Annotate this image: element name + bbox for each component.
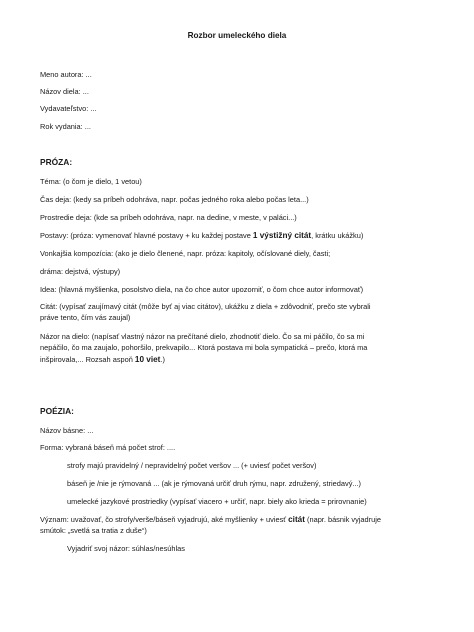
prose-idea: Idea: (hlavná myšlienka, posolstvo diela, na čo chce autor upozorniť, o čom chce autor informovať) <box>40 285 364 294</box>
prose-characters <box>40 231 363 240</box>
prose-theme: Téma: (o čom je dielo, 1 vetou) <box>40 177 142 186</box>
poetry-poem-name: Názov básne: ... <box>40 426 94 435</box>
opinion-text: inšpirovala,... Rozsah aspoň <box>40 355 135 364</box>
year-field: Rok vydania: ... <box>40 122 91 131</box>
poetry-opinion: Vyjadriť svoj názor: súhlas/nesúhlas <box>67 544 185 553</box>
prose-composition: Vonkajšia kompozícia: (ako je dielo členené, napr. próza: kapitoly, očíslované diely, časti; <box>40 249 331 258</box>
characters-text-end: , krátku ukážku) <box>311 231 364 240</box>
poetry-rhyme: báseň je /nie je rýmovaná ... (ak je rýmovaná určiť druh rýmu, napr. združený, striedavý...) <box>67 479 362 488</box>
prose-opinion-line1: Názor na dielo: (napísať vlastný názor na prečítané dielo, zhodnotiť dielo. Čo sa mi páčilo, čo sa mi <box>40 332 365 341</box>
poetry-verses: strofy majú pravidelný / nepravidelný počet veršov ... (+ uviesť počet veršov) <box>67 461 317 470</box>
prose-heading: PRÓZA: <box>40 157 73 167</box>
prose-opinion-line3 <box>40 355 165 364</box>
meaning-bold-text: citát <box>288 515 305 524</box>
poetry-meaning-line2: smútok: „svetlá sa tratia z duše“) <box>40 526 147 535</box>
poetry-devices: umelecké jazykové prostriedky (vypísať viacero + určiť, napr. biely ako krieda = prirovnanie) <box>67 497 367 506</box>
work-name-field: Názov diela: ... <box>40 87 89 96</box>
document-title: Rozbor umeleckého diela <box>187 31 287 40</box>
opinion-bold-text: 10 viet <box>134 355 161 364</box>
meaning-text: Význam: uvažovať, čo strofy/verše/báseň vyjadrujú, aké myšlienky + uviesť <box>40 515 289 524</box>
meaning-text-end: (napr. básnik vyjadruje <box>304 515 381 524</box>
publisher-field: Vydavateľstvo: ... <box>40 104 97 113</box>
characters-text: Postavy: (próza: vymenovať hlavné postavy + ku každej postave <box>40 231 253 240</box>
poetry-meaning-line1 <box>40 515 381 524</box>
prose-place: Prostredie deja: (kde sa príbeh odohráva, napr. na dedine, v meste, v paláci...) <box>40 213 297 222</box>
prose-time: Čas deja: (kedy sa príbeh odohráva, napr. počas jedného roka alebo počas leta...) <box>40 195 309 204</box>
poetry-heading: POÉZIA: <box>40 406 74 416</box>
prose-quote-line1: Citát: (vypísať zaujímavý citát (môže byť aj viac citátov), ukážku z diela + zdôvodniť, prečo ste vybrali <box>40 302 371 311</box>
prose-quote-line2: práve tento, čím vás zaujal) <box>40 313 131 322</box>
prose-drama: dráma: dejstvá, výstupy) <box>40 267 121 276</box>
opinion-text-end: .) <box>160 355 165 364</box>
characters-bold-text: 1 výstižný citát <box>252 231 312 240</box>
author-field: Meno autora: ... <box>40 70 92 79</box>
prose-opinion-line2: nepáčilo, čo ma zaujalo, pohoršilo, prekvapilo... Ktorá postava mi bola sympatická – prečo, ktorá ma <box>40 343 368 352</box>
poetry-form: Forma: vybraná báseň má počet strof: .... <box>40 443 176 452</box>
